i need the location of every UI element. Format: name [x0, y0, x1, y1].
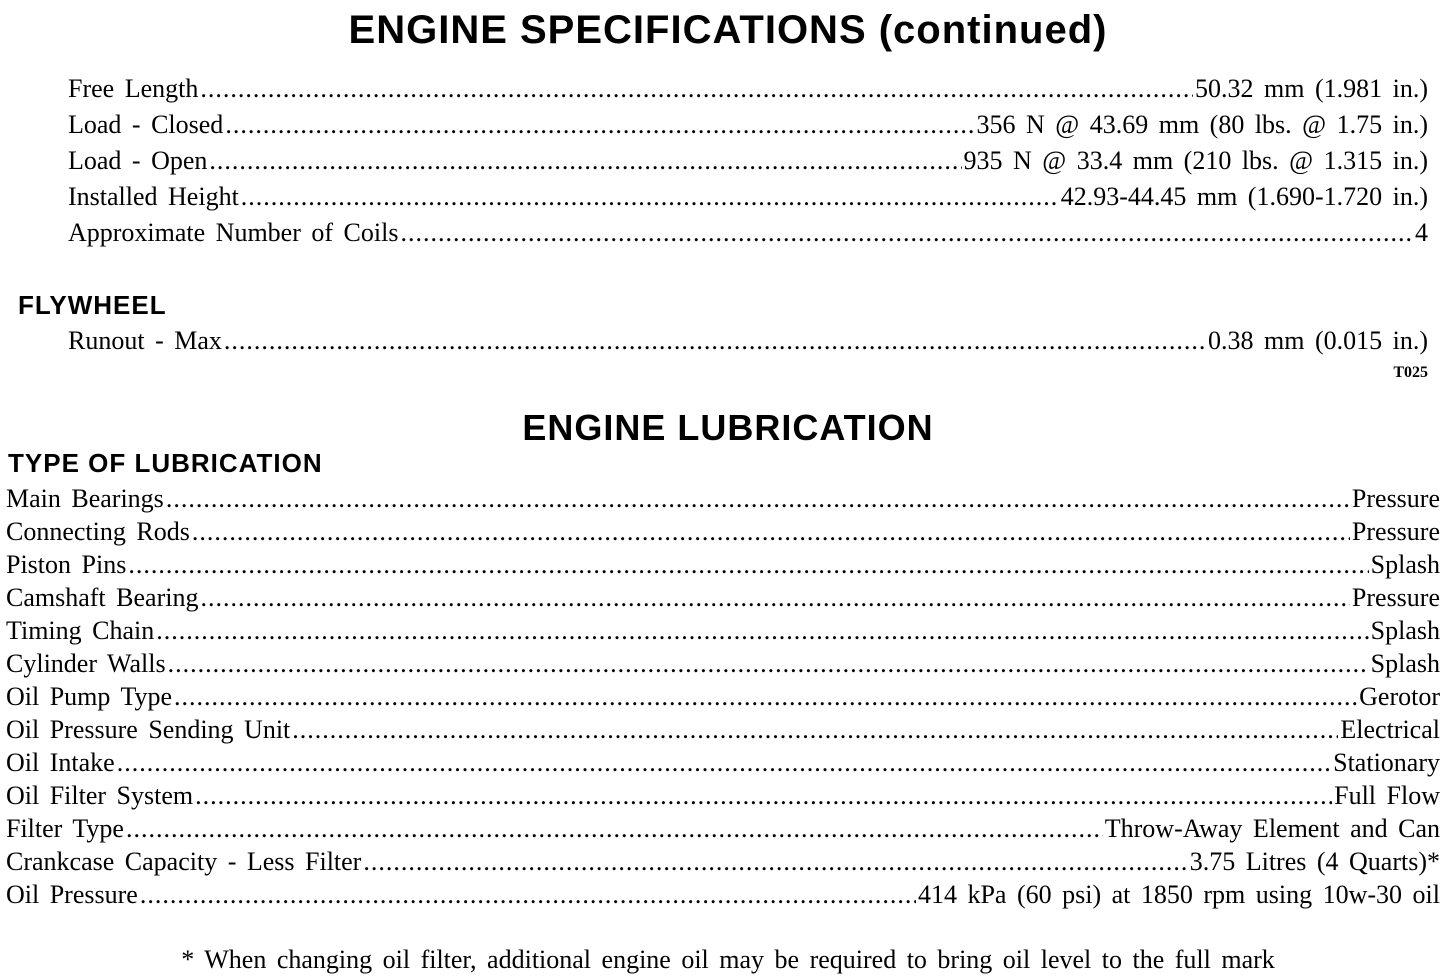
leader-dots	[224, 324, 1206, 357]
lube-row-piston-pins	[6, 548, 1440, 581]
spec-row-number-of-coils	[68, 216, 1428, 249]
lube-row-crankcase-capacity	[6, 845, 1440, 878]
lube-row-oil-pressure-sending-unit	[6, 713, 1440, 746]
spec-value: Pressure	[1351, 583, 1440, 612]
leader-dots	[168, 647, 1369, 680]
spec-value: Pressure	[1351, 517, 1440, 546]
spec-value: Pressure	[1351, 484, 1440, 513]
spec-value: Splash	[1370, 616, 1440, 645]
leader-dots	[400, 216, 1413, 249]
leader-dots	[140, 878, 916, 911]
leader-dots	[225, 108, 974, 141]
lube-row-cylinder-walls	[6, 647, 1440, 680]
lube-row-timing-chain	[6, 614, 1440, 647]
leader-dots	[156, 614, 1368, 647]
spec-value: 935 N @ 33.4 mm (210 lbs. @ 1.315 in.)	[963, 146, 1428, 175]
leader-dots	[200, 72, 1193, 105]
lube-row-oil-pump-type	[6, 680, 1440, 713]
spec-row-runout-max	[68, 324, 1428, 357]
spec-value: 42.93-44.45 mm (1.690-1.720 in.)	[1060, 182, 1428, 211]
spec-row-installed-height	[68, 180, 1428, 213]
spec-value: 414 kPa (60 psi) at 1850 rpm using 10w-30 oil	[917, 880, 1440, 909]
oil-filter-footnote: * When changing oil filter, additional engine oil may be required to bring oil level to the full mark	[181, 945, 1275, 974]
leader-dots	[126, 812, 1103, 845]
spec-value: Splash	[1370, 550, 1440, 579]
leader-dots	[128, 548, 1368, 581]
spec-row-load-open	[68, 144, 1428, 177]
flywheel-heading: FLYWHEEL	[18, 290, 167, 320]
spec-label: Oil Filter System	[6, 781, 194, 810]
spec-value: 356 N @ 43.69 mm (80 lbs. @ 1.75 in.)	[976, 110, 1428, 139]
table-code: T025	[1393, 364, 1428, 381]
spec-value: Splash	[1370, 649, 1440, 678]
spec-row-free-length	[68, 72, 1428, 105]
spec-value: Stationary	[1333, 748, 1440, 777]
spec-label: Oil Intake	[6, 748, 115, 777]
spec-label: Piston Pins	[6, 550, 127, 579]
spec-value: Throw-Away Element and Can	[1104, 814, 1440, 843]
spec-label: Connecting Rods	[6, 517, 190, 546]
leader-dots	[209, 144, 961, 177]
spec-value: Electrical	[1340, 715, 1440, 744]
section-title-lubrication: ENGINE LUBRICATION	[522, 407, 934, 448]
spec-row-load-closed	[68, 108, 1428, 141]
spec-label: Load - Closed	[68, 110, 224, 139]
spec-value: 50.32 mm (1.981 in.)	[1195, 74, 1428, 103]
spec-label: Timing Chain	[6, 616, 155, 645]
lube-row-oil-pressure	[6, 878, 1440, 911]
leader-dots	[200, 581, 1349, 614]
spec-label: Crankcase Capacity - Less Filter	[6, 847, 362, 876]
spec-value: 4	[1415, 218, 1428, 247]
spec-label: Main Bearings	[6, 484, 164, 513]
lube-row-filter-type	[6, 812, 1440, 845]
leader-dots	[166, 482, 1350, 515]
leader-dots	[174, 680, 1357, 713]
lube-row-oil-filter-system	[6, 779, 1440, 812]
spec-value: 0.38 mm (0.015 in.)	[1208, 326, 1428, 355]
leader-dots	[195, 779, 1332, 812]
leader-dots	[241, 180, 1059, 213]
lube-row-connecting-rods	[6, 515, 1440, 548]
leader-dots	[117, 746, 1331, 779]
lube-row-oil-intake	[6, 746, 1440, 779]
spec-label: Runout - Max	[68, 326, 222, 355]
spec-value: 3.75 Litres (4 Quarts)*	[1189, 847, 1440, 876]
spec-label: Filter Type	[6, 814, 124, 843]
leader-dots	[363, 845, 1187, 878]
leader-dots	[192, 515, 1350, 548]
spec-label: Cylinder Walls	[6, 649, 166, 678]
spec-label: Oil Pressure	[6, 880, 138, 909]
spec-label: Camshaft Bearing	[6, 583, 199, 612]
lube-row-main-bearings	[6, 482, 1440, 515]
spec-value: Full Flow	[1334, 781, 1440, 810]
spec-value: Gerotor	[1359, 682, 1440, 711]
spec-label: Free Length	[68, 74, 199, 103]
lube-row-camshaft-bearing	[6, 581, 1440, 614]
page-title: ENGINE SPECIFICATIONS (continued)	[348, 8, 1108, 52]
spec-label: Approximate Number of Coils	[68, 218, 399, 247]
spec-label: Oil Pressure Sending Unit	[6, 715, 291, 744]
spec-label: Oil Pump Type	[6, 682, 173, 711]
lubrication-type-heading: TYPE OF LUBRICATION	[8, 448, 323, 478]
spec-label: Load - Open	[68, 146, 208, 175]
leader-dots	[292, 713, 1338, 746]
spec-label: Installed Height	[68, 182, 239, 211]
